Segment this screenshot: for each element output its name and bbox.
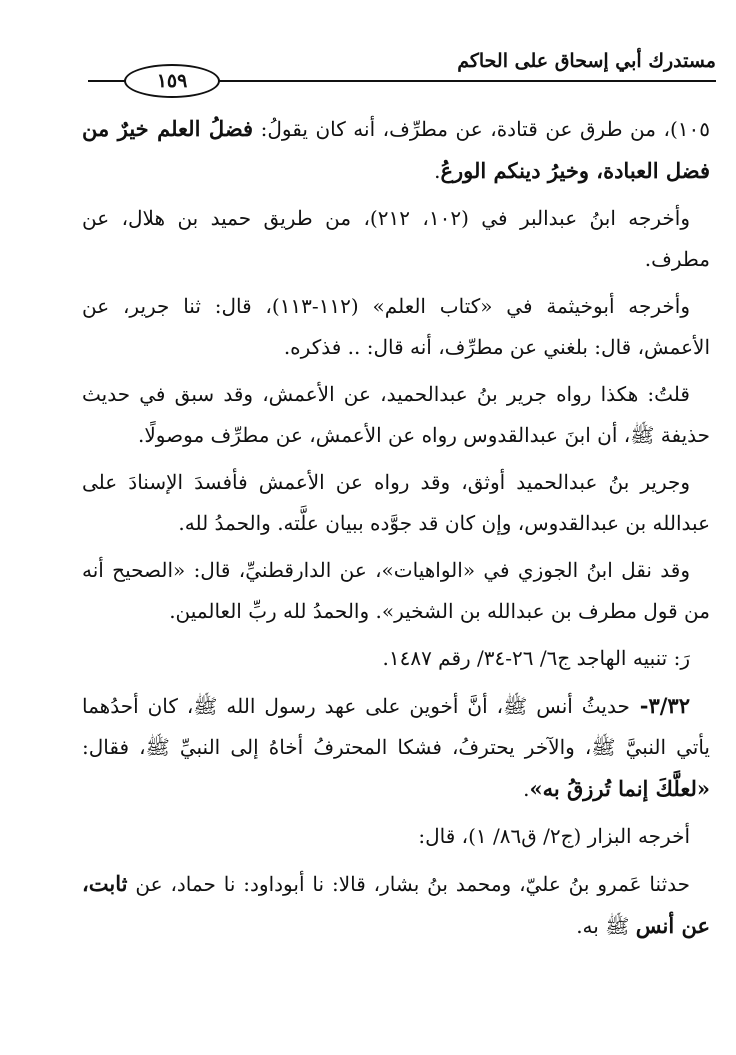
- text-segment: قلتُ: هكذا رواه جرير بنُ عبدالحميد، عن الأعمش، وقد سبق في حديث حذيفة ﷺ، أن ابنَ عبدالقدوس رواه عن الأعمش، عن مطرِّف موصولًا.: [82, 382, 710, 447]
- text-segment: أخرجه البزار (ج٢/ ق٨٦/ ١)، قال:: [418, 824, 690, 848]
- text-segment: ﷺ به.: [576, 914, 636, 938]
- paragraph-p4: [82, 374, 710, 456]
- running-title: مستدرك أبي إسحاق على الحاكم: [457, 50, 716, 72]
- paragraph-p2: [82, 198, 710, 280]
- text-segment: وجرير بنُ عبدالحميد أوثق، وقد رواه عن الأعمش فأفسدَ الإسنادَ على عبدالله بن عبدالقدوس، وإن كان قد جوَّده ببيان علَّته. والحمدُ لله.: [82, 470, 710, 535]
- page-number: ١٥٩: [156, 70, 188, 92]
- paragraph-p3: [82, 286, 710, 368]
- page-number-badge: [124, 64, 220, 98]
- text-segment: حديثُ أنس ﷺ، أنَّ أخوين على عهد رسول الله ﷺ، كان أحدُهما يأتي النبيَّ ﷺ، والآخر يحترفُ، فشكا المحترفُ أخاهُ إلى النبيِّ ﷺ، فقال:: [82, 694, 710, 759]
- bold-quote: فضلُ العلم خيرٌ من فضل العبادة، وخيرُ دينكم الورعُ: [82, 116, 710, 183]
- hadith-number: ٣/٣٢-: [629, 693, 690, 718]
- text-segment: وقد نقل ابنُ الجوزي في «الواهيات»، عن الدارقطنيِّ، قال: «الصحيح أنه من قول مطرف بن عبدالله بن الشخير». والحمدُ لله ربِّ العالمين.: [82, 558, 710, 623]
- text-segment: ١٠٥)، من طرق عن قتادة، عن مطرِّف، أنه كان يقولُ:: [253, 117, 710, 141]
- reference-note: رَ: تنبيه الهاجد ج٦/ ٢٦-٣٤/ رقم ١٤٨٧.: [382, 646, 690, 670]
- paragraph-p7: [82, 638, 710, 679]
- bold-quote: «لعلَّكَ إنما تُرزقُ به»: [529, 776, 710, 801]
- text-segment: حدثنا عَمرو بنُ عليّ، ومحمد بنُ بشار، قالا: نا أبوداود: نا حماد، عن: [127, 872, 690, 896]
- paragraph-p5: [82, 462, 710, 544]
- paragraph-p6: [82, 550, 710, 632]
- paragraph-p9: [82, 816, 710, 857]
- text-segment: وأخرجه ابنُ عبدالبر في (١٠٢، ٢١٢)، من طريق حميد بن هلال، عن مطرف.: [82, 206, 710, 271]
- text-segment: .: [434, 159, 441, 183]
- page-header: [88, 50, 716, 90]
- paragraph-p10: [82, 863, 710, 947]
- bold-text: ثابت، عن أنس: [82, 871, 710, 938]
- paragraph-p8: [82, 685, 710, 810]
- page-body: [82, 108, 710, 953]
- text-segment: .: [523, 777, 530, 801]
- text-segment: وأخرجه أبوخيثمة في «كتاب العلم» (١١٢-١١٣)، قال: ثنا جرير، عن الأعمش، قال: بلغني عن مطرِّف، أنه قال: .. فذكره.: [82, 294, 710, 359]
- paragraph-p1: [82, 108, 710, 192]
